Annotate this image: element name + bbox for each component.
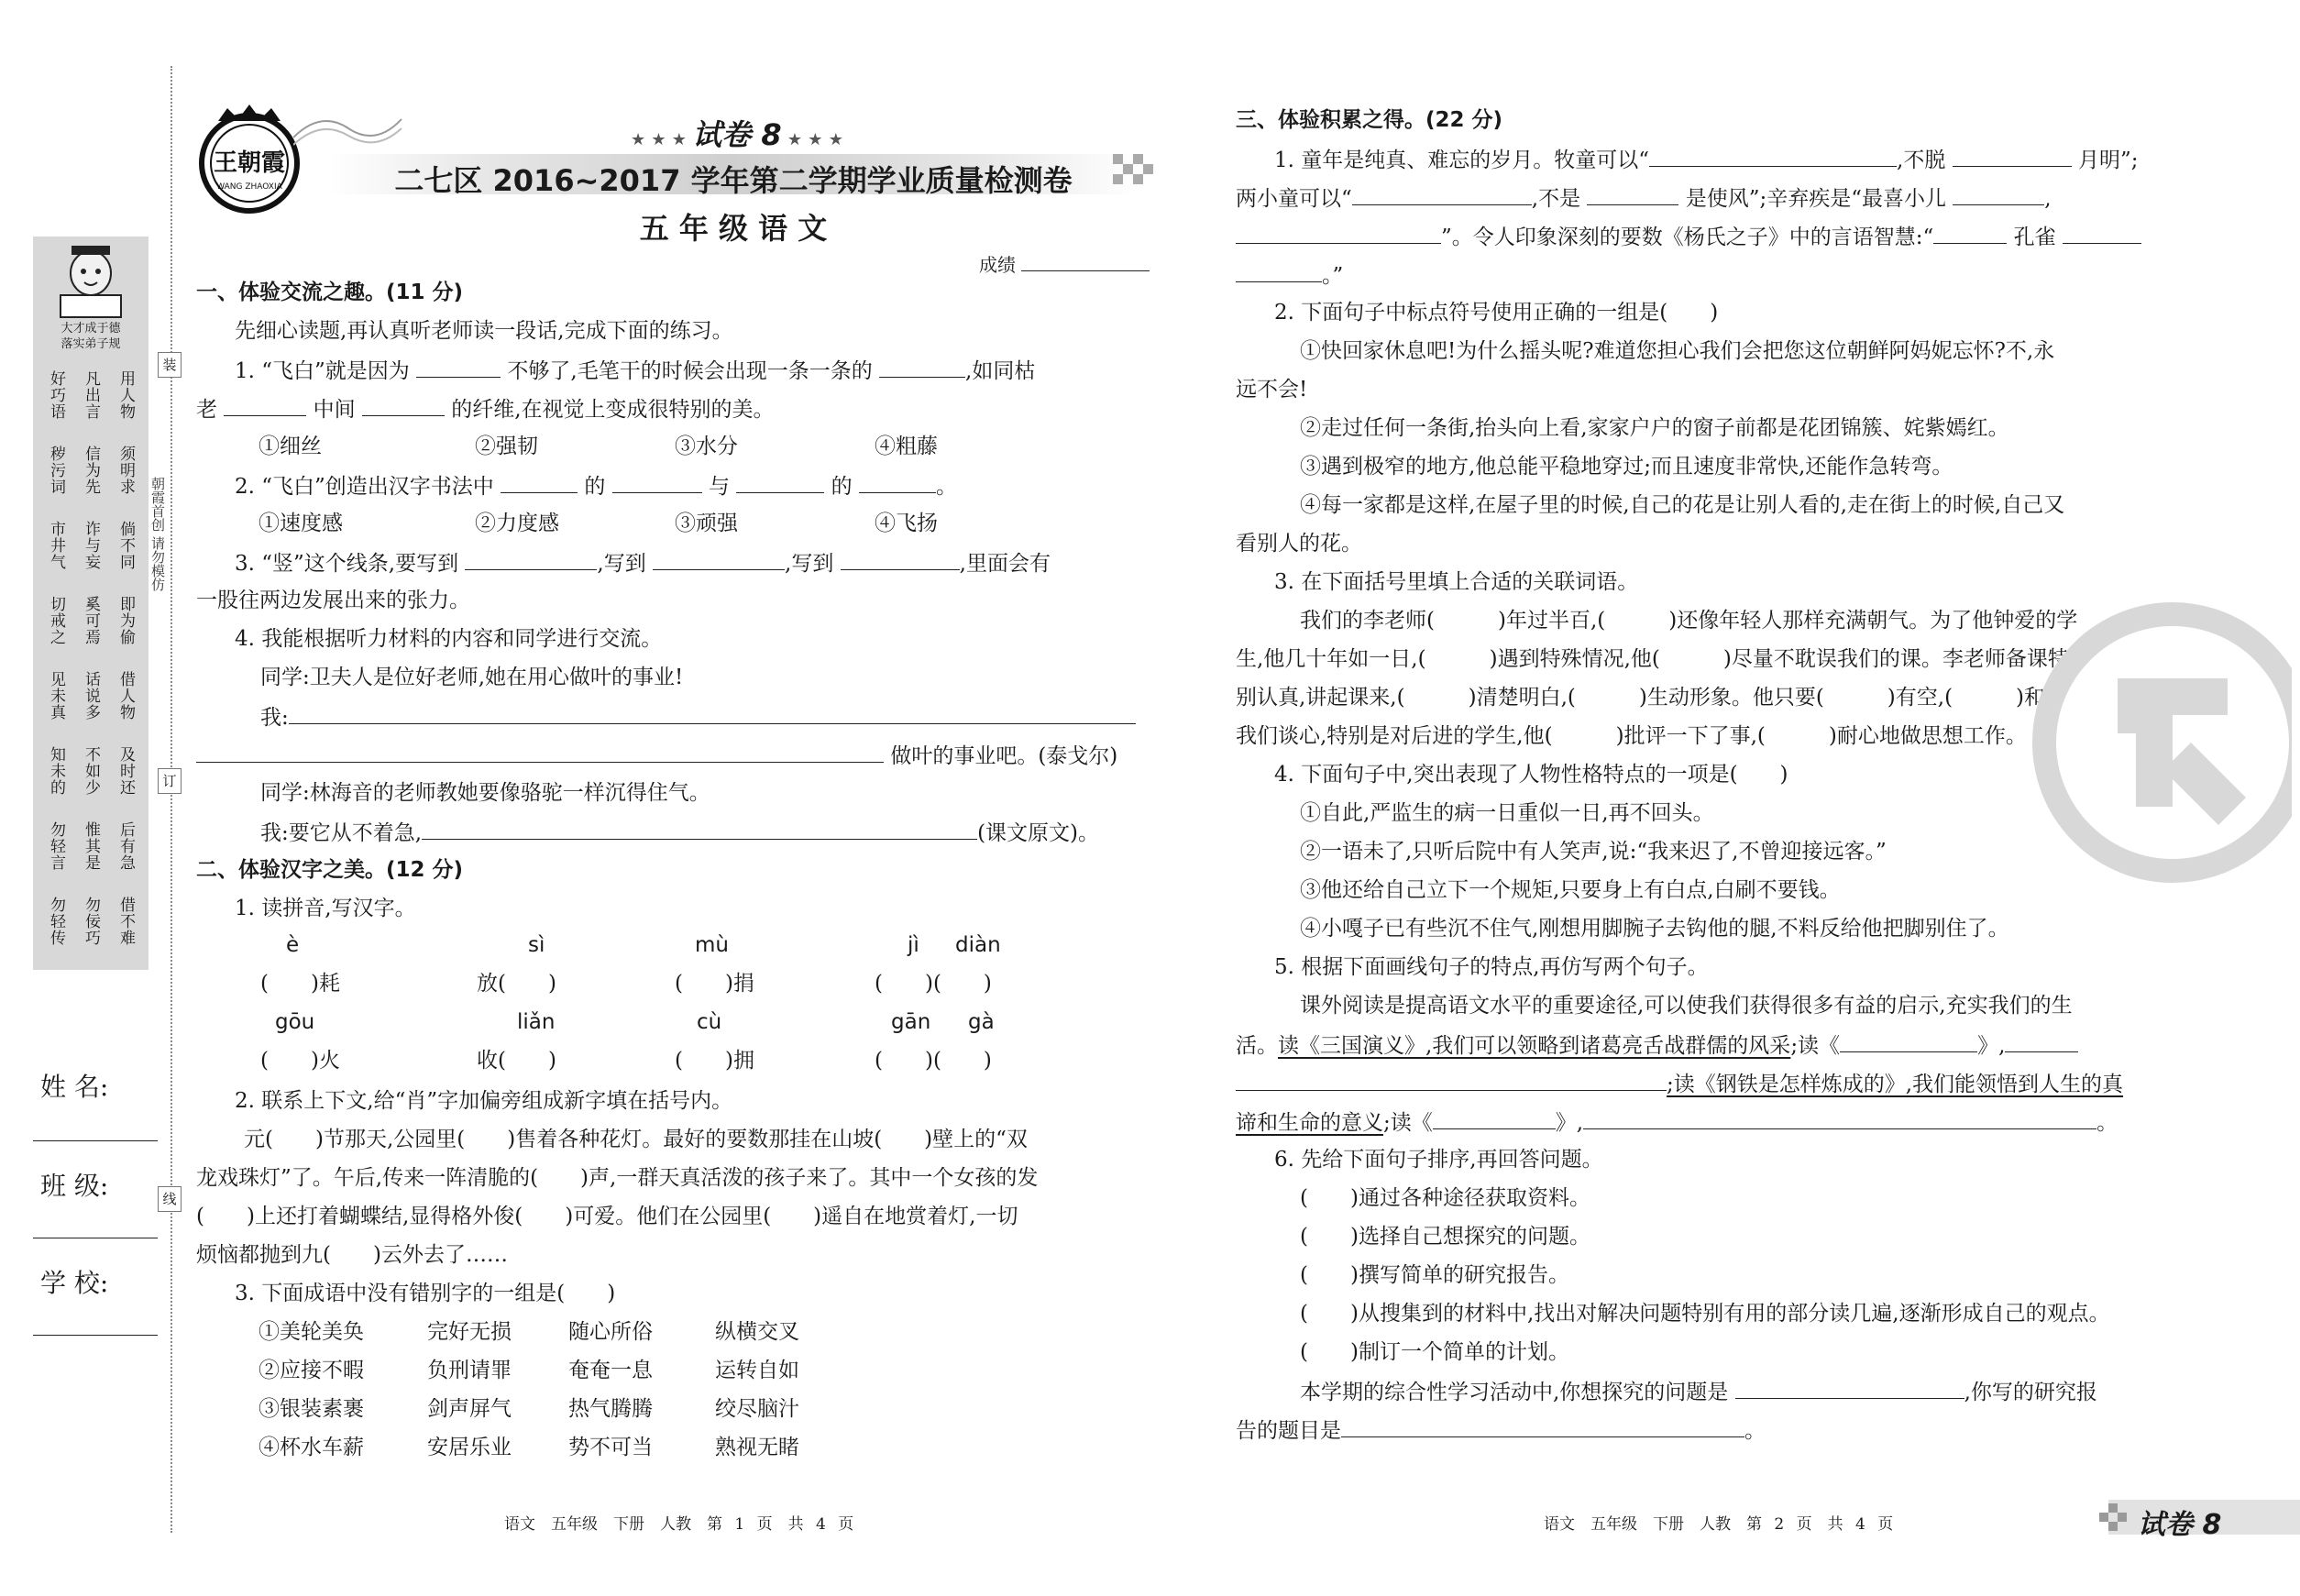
sidebar-verse-column: 凡出言 xyxy=(82,370,100,420)
idiom-word: 势不可当 xyxy=(568,1436,653,1459)
idiom-word: 随心所俗 xyxy=(568,1320,653,1344)
s1-q4-me2 xyxy=(260,818,1099,847)
answer-blank[interactable] xyxy=(422,818,977,840)
s1-q2-option[interactable]: ①速度感 xyxy=(259,512,343,535)
text: ,写到 xyxy=(597,552,646,576)
s2-q2: 2. 联系上下文,给“肖”字加偏旁组成新字填在括号内。 xyxy=(235,1089,733,1113)
text: 的 xyxy=(584,475,606,499)
s3-q2-option: ①快回家休息吧!为什么摇头呢?难道您担心我们会把您这位朝鲜阿妈妮忘怀?不,永 xyxy=(1300,339,2055,363)
underlined-sentence: 读《三国演义》,我们可以领略到诸葛亮舌战群儒的风采 xyxy=(1278,1034,1791,1058)
idiom-option-label[interactable]: ④杯水车薪 xyxy=(259,1436,364,1459)
idiom-word: 完好无损 xyxy=(427,1320,512,1344)
text: ,里面会有 xyxy=(959,552,1051,576)
hanzi-blank[interactable]: 放( ) xyxy=(477,972,556,996)
checker-decoration-icon xyxy=(2099,1503,2136,1531)
s3-q2-option-cont: 看别人的花。 xyxy=(1236,532,1362,556)
binding-tag: 线 xyxy=(158,1186,182,1212)
s3-q4-option: ②一语未了,只听后院中有人笑声,说:“我来迟了,不曾迎接远客。” xyxy=(1300,840,1887,864)
s3-q1-line1 xyxy=(1274,145,2138,174)
class-label: 班 级: xyxy=(40,1171,109,1201)
text: 》, xyxy=(1555,1111,1584,1135)
s3-q6-question xyxy=(1236,1415,1766,1445)
text: 3. “竖”这个线条,要写到 xyxy=(235,552,459,576)
s1-q4-dialog-2: 同学:林海音的老师教她要像骆驼一样沉得住气。 xyxy=(260,781,710,805)
pinyin: gà xyxy=(968,1010,995,1034)
pinyin: liǎn xyxy=(517,1010,556,1034)
idiom-word: 热气腾腾 xyxy=(568,1397,653,1421)
pinyin: gān xyxy=(891,1010,931,1034)
s1-q2-option[interactable]: ④飞扬 xyxy=(875,512,938,535)
s3-q2[interactable]: 2. 下面句子中标点符号使用正确的一组是( ) xyxy=(1274,301,1719,325)
s3-q1-line2 xyxy=(1236,183,2052,213)
s1-q4-dialog-1: 同学:卫夫人是位好老师,她在用心做叶的事业! xyxy=(260,666,684,689)
text: ,不脱 xyxy=(1897,149,1946,172)
answer-blank[interactable] xyxy=(1583,1107,2096,1129)
hanzi-blank[interactable]: ( )( ) xyxy=(875,1049,992,1073)
score-field[interactable] xyxy=(1021,249,1150,271)
motto-line: 大才成于德 xyxy=(61,322,121,336)
sidebar-verse-column: 奚可焉 xyxy=(82,596,100,645)
hanzi-blank[interactable]: ( )捐 xyxy=(675,972,754,996)
answer-blank[interactable] xyxy=(1433,1107,1556,1129)
answer-blank[interactable] xyxy=(612,471,702,493)
pinyin: cù xyxy=(697,1010,722,1034)
s1-q1-option[interactable]: ③水分 xyxy=(675,435,738,458)
text: 我:要它从不着急, xyxy=(260,821,423,845)
binding-line xyxy=(171,66,172,1533)
answer-blank[interactable] xyxy=(1735,1377,1964,1399)
s3-q6-item[interactable]: ( )通过各种途径获取资料。 xyxy=(1300,1186,1590,1210)
sidebar-verse-column: 见未真 xyxy=(47,671,65,721)
text: 中间 xyxy=(313,398,356,422)
sidebar-motto xyxy=(33,321,149,352)
s3-q3-para[interactable]: 生,他几十年如一日,( )遇到特殊情况,他( )尽量不耽误我们的课。李老师备课特 xyxy=(1236,647,2069,671)
s3-q6-item[interactable]: ( )选择自己想探究的问题。 xyxy=(1300,1225,1590,1249)
s2-q3[interactable]: 3. 下面成语中没有错别字的一组是( ) xyxy=(235,1282,616,1305)
name-label: 姓 名: xyxy=(40,1072,109,1102)
answer-blank[interactable] xyxy=(1236,222,1441,244)
answer-blank[interactable] xyxy=(1953,145,2072,167)
answer-blank[interactable] xyxy=(1236,260,1322,282)
text: ”。令人印象深刻的要数《杨氏之子》中的言语智慧:“ xyxy=(1441,226,1934,249)
sidebar-verse-column: 借不难 xyxy=(116,897,135,946)
section-3-title: 三、体验积累之得。(22 分) xyxy=(1236,108,1503,132)
s2-q2-para[interactable]: ( )上还打着蝴蝶结,显得格外俊( )可爱。他们在公园里( )遥自在地赏着灯,一切 xyxy=(196,1205,1018,1228)
s1-q1-option[interactable]: ④粗藤 xyxy=(875,435,938,458)
pinyin: sì xyxy=(528,933,545,957)
s2-q2-para[interactable]: 龙戏珠灯”了。午后,传来一阵清脆的( )声,一群天真活泼的孩子来了。其中一个女孩的发 xyxy=(196,1166,1039,1190)
answer-blank[interactable] xyxy=(465,548,597,570)
score-label xyxy=(979,249,1150,279)
hanzi-blank[interactable]: ( )耗 xyxy=(260,972,340,996)
pinyin: è xyxy=(286,933,300,957)
text: 本学期的综合性学习活动中,你想探究的问题是 xyxy=(1300,1381,1729,1404)
exam-subtitle: 五 年 级 语 文 xyxy=(639,211,828,246)
s3-q4-option: ①自此,严监生的病一日重似一日,再不回头。 xyxy=(1300,801,1714,825)
s3-q6-item[interactable]: ( )制订一个简单的计划。 xyxy=(1300,1340,1569,1364)
sidebar-verse-column: 借人物 xyxy=(116,671,135,721)
text: 我: xyxy=(260,706,289,730)
s1-q1-line1 xyxy=(235,356,1035,385)
s3-q4-option: ④小嘎子已有些沉不住气,刚想用脚腕子去钩他的腿,不料反给他把脚别住了。 xyxy=(1300,917,2009,941)
text: 活。 xyxy=(1236,1034,1278,1058)
s3-q3-para[interactable]: 别认真,讲起课来,( )清楚明白,( )生动形象。他只要( )有空,( )和 xyxy=(1236,686,2046,710)
text: ;读《 xyxy=(1383,1111,1433,1135)
logo-seal-icon xyxy=(191,103,310,220)
text: 老 xyxy=(196,398,217,422)
text: 月明”; xyxy=(2077,149,2139,172)
text: ;读《 xyxy=(1790,1034,1841,1058)
scholar-cartoon-icon xyxy=(44,240,138,321)
text: 2. “飞白”创造出汉字书法中 xyxy=(235,475,494,499)
svg-text:王朝霞: 王朝霞 xyxy=(213,149,286,177)
ribbon-decoration-icon xyxy=(293,101,403,156)
answer-blank[interactable] xyxy=(1587,183,1678,205)
text: 。” xyxy=(1322,264,1344,288)
motto-line: 落实弟子规 xyxy=(61,337,121,351)
answer-blank[interactable] xyxy=(2063,222,2141,244)
answer-blank[interactable] xyxy=(224,394,306,416)
hanzi-blank[interactable]: ( )火 xyxy=(260,1049,340,1073)
text: 》, xyxy=(1977,1034,2006,1058)
copyright-note: 朝霞首创 请勿模仿 xyxy=(149,477,166,591)
sidebar-verse-column: 切戒之 xyxy=(47,596,65,645)
idiom-option-label[interactable]: ②应接不暇 xyxy=(259,1359,364,1382)
s3-q6-question xyxy=(1300,1377,2097,1406)
page-footer-left: 语文 五年级 下册 人教 第 1 页 共 4 页 xyxy=(504,1515,854,1534)
idiom-word: 安居乐业 xyxy=(427,1436,512,1459)
page-footer-right: 语文 五年级 下册 人教 第 2 页 共 4 页 xyxy=(1544,1515,1894,1534)
text: 告的题目是 xyxy=(1236,1419,1341,1443)
idiom-word: 剑声屏气 xyxy=(427,1397,512,1421)
answer-blank[interactable] xyxy=(1649,145,1897,167)
s3-q4[interactable]: 4. 下面句子中,突出表现了人物性格特点的一项是( ) xyxy=(1274,763,1788,787)
sidebar-verse-column: 倘不同 xyxy=(116,521,135,570)
score-label-text: 成绩 xyxy=(979,254,1016,276)
text: 孔雀 xyxy=(2013,226,2056,249)
text: ,你写的研究报 xyxy=(1964,1381,2097,1404)
sidebar-verse-column: 勿佞巧 xyxy=(82,897,100,946)
sidebar-verse-column: 话说多 xyxy=(82,671,100,721)
sidebar-verse-column: 及时还 xyxy=(116,746,135,796)
school-label: 学 校: xyxy=(40,1268,109,1298)
s1-q4-me xyxy=(260,702,1136,732)
text: (课文原文)。 xyxy=(977,821,1100,845)
s3-q2-option: ③遇到极窄的地方,他总能平稳地穿过;而且速度非常快,还能作急转弯。 xyxy=(1300,455,1953,479)
s3-q2-option: ②走过任何一条街,抬头向上看,家家户户的窗子前都是花团锦簇、姹紫嫣红。 xyxy=(1300,416,2009,440)
text: , xyxy=(2044,187,2052,211)
s3-q5-para xyxy=(1236,1030,2078,1060)
answer-blank[interactable] xyxy=(1352,183,1532,205)
text: 做叶的事业吧。(泰戈尔) xyxy=(890,744,1118,768)
text: 。 xyxy=(1744,1419,1766,1443)
svg-text:WANG ZHAOXIA: WANG ZHAOXIA xyxy=(216,182,282,192)
answer-blank[interactable] xyxy=(1953,183,2044,205)
sidebar-verse-column: 勿轻言 xyxy=(47,821,65,871)
sidebar-verse-column: 即为偷 xyxy=(116,596,135,645)
s1-q1-line2 xyxy=(196,394,775,424)
text: 的 xyxy=(831,475,853,499)
idiom-word: 绞尽脑汁 xyxy=(715,1397,799,1421)
text: 两小童可以“ xyxy=(1236,187,1352,211)
s3-q1-line3 xyxy=(1236,222,2141,251)
text: 是使风”;辛弃疾是“最喜小儿 xyxy=(1685,187,1946,211)
s3-q3-para[interactable]: 我们谈心,特别是对后进的学生,他( )批评一下了事,( )耐心地做思想工作。 xyxy=(1236,724,2027,748)
s1-q2 xyxy=(235,471,957,501)
s3-q2-option: ④每一家都是这样,在屋子里的时候,自己的花是让别人看的,走在街上的时候,自己又 xyxy=(1300,493,2065,517)
pinyin: jì xyxy=(908,933,919,957)
s3-q5-para: 课外阅读是提高语文水平的重要途径,可以使我们获得很多有益的启示,充实我们的生 xyxy=(1300,994,2073,1018)
s3-q5: 5. 根据下面画线句子的特点,再仿写两个句子。 xyxy=(1274,955,1709,979)
s2-q2-para[interactable]: 元( )节那天,公园里( )售着各种花灯。最好的要数那挂在山坡( )壁上的“双 xyxy=(244,1128,1028,1151)
sidebar-verse-column: 勿轻传 xyxy=(47,897,65,946)
sidebar-verse-column: 诈与妄 xyxy=(82,521,100,570)
text: ,写到 xyxy=(785,552,834,576)
s1-q4-me-cont xyxy=(196,741,1117,770)
text: 1. “飞白”就是因为 xyxy=(235,359,410,383)
sidebar-verse-column: 须明求 xyxy=(116,446,135,495)
answer-blank[interactable] xyxy=(501,471,578,493)
text: 与 xyxy=(709,475,731,499)
school-field[interactable] xyxy=(33,1335,158,1336)
idiom-word: 运转自如 xyxy=(715,1359,799,1382)
text: 不够了,毛笔干的时候会出现一条一条的 xyxy=(507,359,873,383)
answer-blank[interactable] xyxy=(196,741,884,763)
idiom-word: 纵横交叉 xyxy=(715,1320,799,1344)
s1-q1-option[interactable]: ②强韧 xyxy=(475,435,538,458)
answer-blank[interactable] xyxy=(859,471,936,493)
footer-paper-tag: 试卷 8 xyxy=(2138,1509,2222,1541)
exam-title: 二七区 2016~2017 学年第二学期学业质量检测卷 xyxy=(394,163,1073,198)
idiom-option-label[interactable]: ①美轮美奂 xyxy=(259,1320,364,1344)
section-2-title: 二、体验汉字之美。(12 分) xyxy=(196,858,464,882)
answer-blank[interactable] xyxy=(1341,1415,1744,1437)
text: 的纤维,在视觉上变成很特别的美。 xyxy=(451,398,775,422)
sidebar-verse-column: 后有急 xyxy=(116,821,135,871)
s3-q6: 6. 先给下面句子排序,再回答问题。 xyxy=(1274,1148,1603,1172)
s3-q3: 3. 在下面括号里填上合适的关联词语。 xyxy=(1274,570,1639,594)
s3-q6-item[interactable]: ( )撰写简单的研究报告。 xyxy=(1300,1263,1569,1287)
s2-q1: 1. 读拼音,写汉字。 xyxy=(235,897,416,920)
paper-tag-text: 试卷 8 xyxy=(692,117,782,152)
s1-q3-line2: 一股往两边发展出来的张力。 xyxy=(196,589,470,612)
sidebar-verse-column: 用人物 xyxy=(116,370,135,420)
answer-blank[interactable] xyxy=(289,702,1136,724)
sidebar-verse-column: 秽污词 xyxy=(47,446,65,495)
text: 。 xyxy=(2096,1111,2118,1135)
s3-q4-option: ③他还给自己立下一个规矩,只要身上有白点,白刷不要钱。 xyxy=(1300,878,1841,902)
sidebar-verse-column: 不如少 xyxy=(82,746,100,796)
binding-tag: 订 xyxy=(158,768,182,794)
answer-blank[interactable] xyxy=(653,548,785,570)
pinyin: mù xyxy=(695,933,729,957)
s3-q1-line4 xyxy=(1236,260,1343,290)
hanzi-blank[interactable]: ( )( ) xyxy=(875,972,992,996)
answer-blank[interactable] xyxy=(362,394,445,416)
answer-blank[interactable] xyxy=(1236,1069,1667,1091)
underlined-sentence: 谛和生命的意义 xyxy=(1236,1111,1383,1135)
sidebar-verse-column: 好巧语 xyxy=(47,370,65,420)
s3-q2-option-cont: 远不会! xyxy=(1236,378,1308,402)
text: ,不是 xyxy=(1531,187,1581,211)
s3-q3-para[interactable]: 我们的李老师( )年过半百,( )还像年轻人那样充满朝气。为了他钟爱的学 xyxy=(1300,609,2078,633)
answer-blank[interactable] xyxy=(2005,1030,2078,1052)
s1-q4: 4. 我能根据听力材料的内容和同学进行交流。 xyxy=(235,627,663,651)
sidebar-verse-column: 知未的 xyxy=(47,746,65,796)
pinyin: gōu xyxy=(275,1010,315,1034)
s1-q1-option[interactable]: ①细丝 xyxy=(259,435,322,458)
watermark-seal-icon xyxy=(2017,596,2292,889)
text: ,如同枯 xyxy=(965,359,1036,383)
s1-q3-line1 xyxy=(235,548,1051,578)
idiom-word: 熟视无睹 xyxy=(715,1436,799,1459)
checker-decoration-icon xyxy=(1113,154,1155,194)
answer-blank[interactable] xyxy=(1933,222,2007,244)
s3-q5-para xyxy=(1236,1107,2118,1137)
answer-blank[interactable] xyxy=(841,548,960,570)
idiom-option-label[interactable]: ③银装素裹 xyxy=(259,1397,364,1421)
sidebar-verse-column: 信为先 xyxy=(82,446,100,495)
answer-blank[interactable] xyxy=(736,471,824,493)
s3-q6-item[interactable]: ( )从搜集到的材料中,找出对解决问题特别有用的部分读几遍,逐渐形成自己的观点。 xyxy=(1300,1302,2110,1326)
s1-intro: 先细心读题,再认真听老师读一段话,完成下面的练习。 xyxy=(235,319,733,343)
idiom-word: 负刑请罪 xyxy=(427,1359,512,1382)
s1-q2-option[interactable]: ③顽强 xyxy=(675,512,738,535)
section-1-title: 一、体验交流之趣。(11 分) xyxy=(196,281,464,304)
pinyin: diàn xyxy=(955,933,1001,957)
binding-tag: 装 xyxy=(158,352,182,378)
idiom-word: 奄奄一息 xyxy=(568,1359,653,1382)
text: 。 xyxy=(935,475,957,499)
hanzi-blank[interactable]: 收( ) xyxy=(477,1049,556,1073)
sidebar-verse-column: 市井气 xyxy=(47,521,65,570)
text: 1. 童年是纯真、难忘的岁月。牧童可以“ xyxy=(1274,149,1650,172)
s1-q2-option[interactable]: ②力度感 xyxy=(475,512,559,535)
hanzi-blank[interactable]: ( )拥 xyxy=(675,1049,754,1073)
answer-blank[interactable] xyxy=(416,356,501,378)
answer-blank[interactable] xyxy=(879,356,965,378)
underlined-sentence: ;读《钢铁是怎样炼成的》,我们能领悟到人生的真 xyxy=(1667,1073,2124,1096)
paper-tag: ★ ★ ★ 试卷 8 ★ ★ ★ xyxy=(631,117,843,152)
name-field[interactable] xyxy=(33,1140,158,1141)
answer-blank[interactable] xyxy=(1840,1030,1977,1052)
s2-q2-para[interactable]: 烦恼都抛到九( )云外去了…… xyxy=(196,1243,508,1267)
sidebar-verse-column: 惟其是 xyxy=(82,821,100,871)
s3-q5-para xyxy=(1236,1069,2123,1098)
